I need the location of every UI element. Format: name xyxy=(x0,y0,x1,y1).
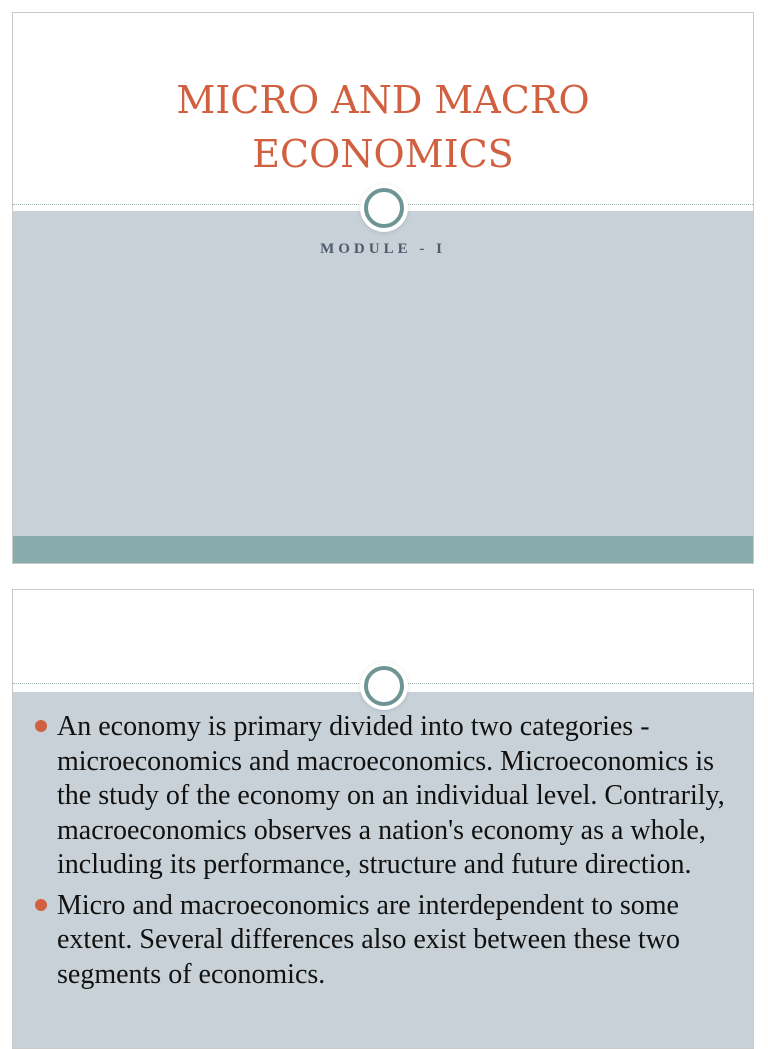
slide-subtitle: MODULE - I xyxy=(320,241,446,257)
circle-ring-icon xyxy=(364,666,404,706)
footer-bar xyxy=(13,536,753,563)
list-item xyxy=(35,889,739,993)
bullet-dot-icon xyxy=(35,720,47,732)
bullet-list xyxy=(35,710,739,998)
bullet-dot-icon xyxy=(35,899,47,911)
slide-title xyxy=(13,73,753,181)
title-line-2: ECONOMICS xyxy=(252,132,514,176)
slide-2 xyxy=(12,589,754,1049)
circle-ring-icon xyxy=(364,188,404,228)
bullet-text: An economy is primary divided into two categories - microeconomics and macroeconomics. Microeconomics is the study of the economy on an individual level. Contrarily, macroeconomics observes a nation's economy as a whole, including its performance, structure and future direction. xyxy=(57,711,725,880)
list-item xyxy=(35,710,739,883)
bullet-text: Micro and macroeconomics are interdependent to some extent. Several differences also exist between these two segments of economics. xyxy=(57,889,681,990)
slide-1 xyxy=(12,12,754,564)
content-panel xyxy=(13,211,753,536)
title-line-1: MICRO AND MACRO xyxy=(176,78,590,122)
